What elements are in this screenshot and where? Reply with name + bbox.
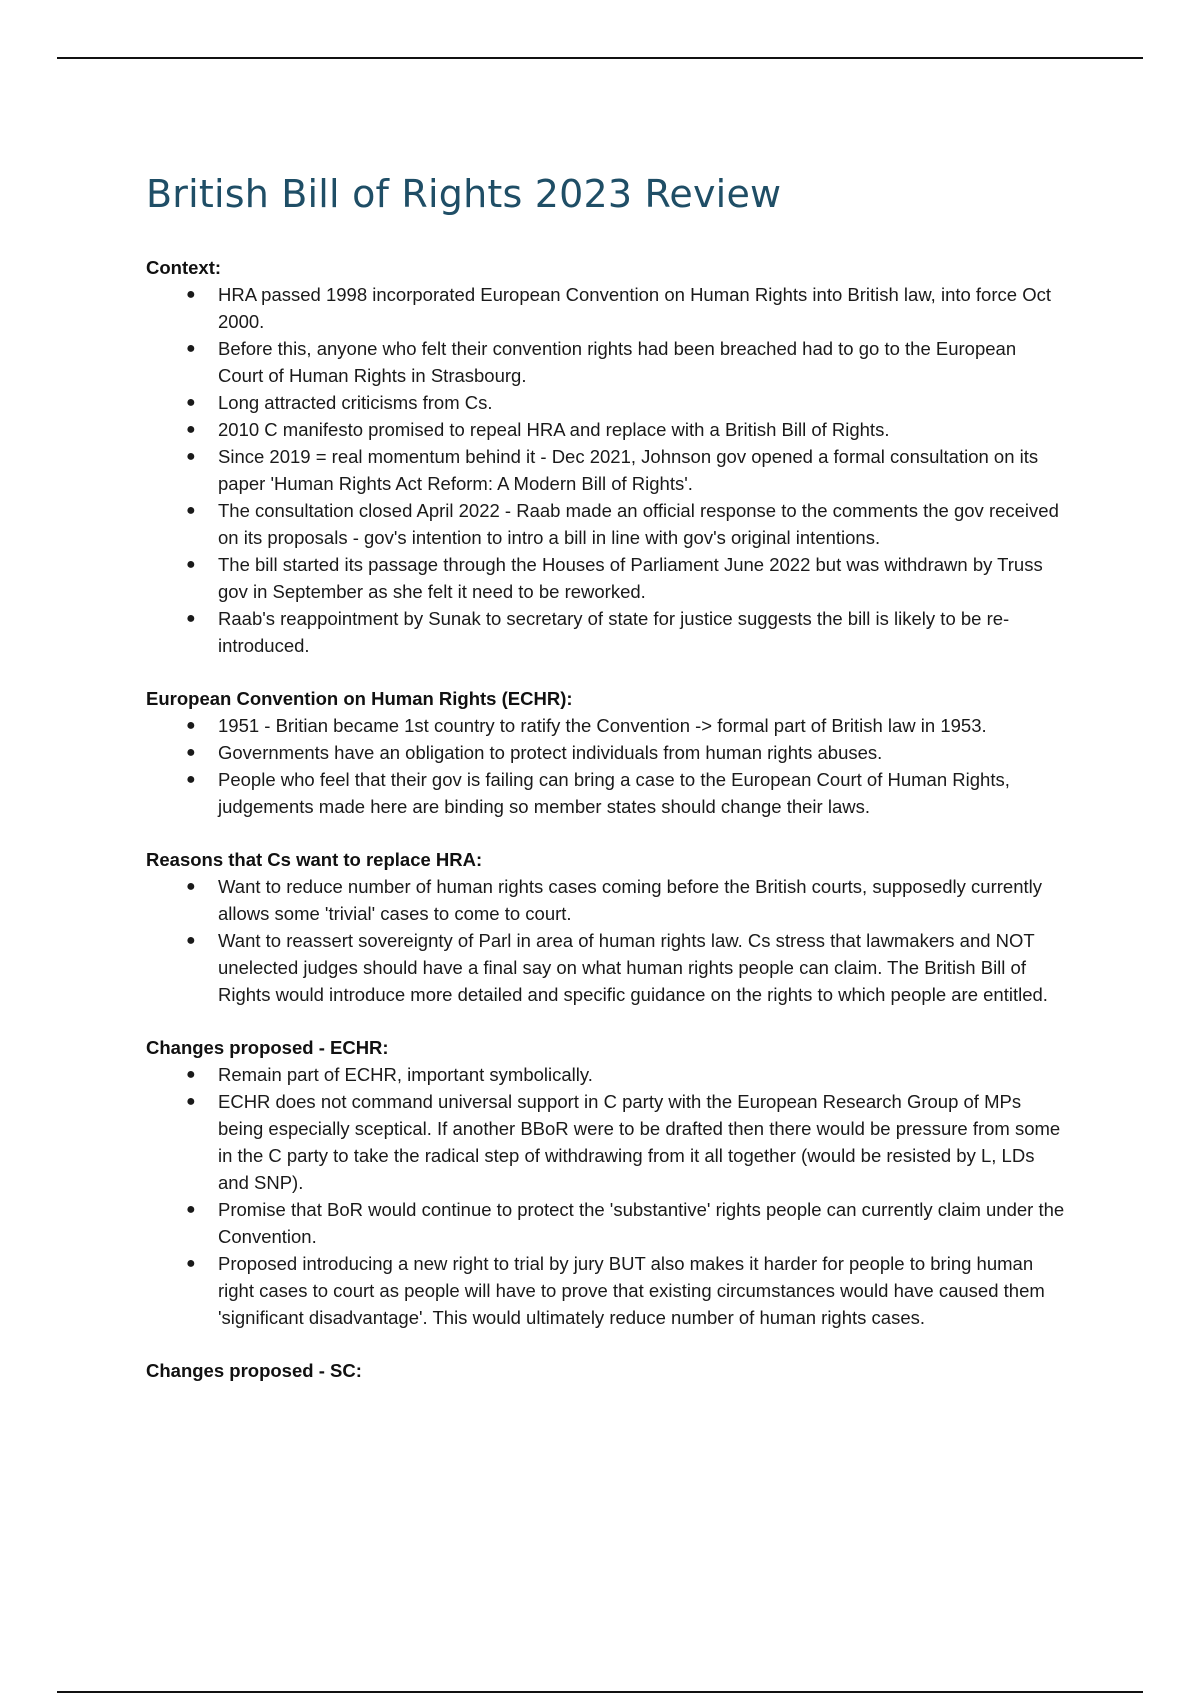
list-item-text: Since 2019 = real momentum behind it - Dec 2021, Johnson gov opened a formal consultation on its paper 'Human Rights Act Reform: A Modern Bill of Rights'. <box>218 446 1039 494</box>
list-item <box>146 605 1066 659</box>
section-heading: European Convention on Human Rights (ECHR): <box>146 688 573 709</box>
list-item-text: Want to reduce number of human rights cases coming before the British courts, supposedly currently allows some 'trivial' cases to come to court. <box>218 876 1042 924</box>
list-item <box>146 712 1066 739</box>
section-changes-echr <box>146 1034 1066 1331</box>
list-item-text: Remain part of ECHR, important symbolically. <box>218 1064 593 1085</box>
bullet-icon: ● <box>186 1093 196 1110</box>
bullet-list <box>146 712 1066 820</box>
bullet-icon: ● <box>186 556 196 573</box>
list-item-text: Raab's reappointment by Sunak to secretary of state for justice suggests the bill is likely to be re-introduced. <box>218 608 1010 656</box>
list-item-text: HRA passed 1998 incorporated European Convention on Human Rights into British law, into force Oct 2000. <box>218 284 1051 332</box>
list-item-text: Want to reassert sovereignty of Parl in area of human rights law. Cs stress that lawmakers and NOT unelected judges should have a final say on what human rights people can claim. The British Bill of Rights would introduce more detailed and specific guidance on the rights to which people are entitled. <box>218 930 1048 1005</box>
section-echr <box>146 685 1066 820</box>
bullet-icon: ● <box>186 1255 196 1272</box>
bullet-icon: ● <box>186 394 196 411</box>
bullet-icon: ● <box>186 717 196 734</box>
bullet-icon: ● <box>186 1201 196 1218</box>
bullet-list <box>146 1061 1066 1331</box>
bullet-icon: ● <box>186 502 196 519</box>
section-heading: Reasons that Cs want to replace HRA: <box>146 849 483 870</box>
list-item <box>146 443 1066 497</box>
list-item <box>146 1250 1066 1331</box>
bullet-icon: ● <box>186 286 196 303</box>
list-item-text: Proposed introducing a new right to trial by jury BUT also makes it harder for people to bring human right cases to court as people will have to prove that existing circumstances would have caused them 'significant disadvantage'. This would ultimately reduce number of human rights cases. <box>218 1253 1045 1328</box>
section-heading: Context: <box>146 257 222 278</box>
list-item <box>146 739 1066 766</box>
section-heading: Changes proposed - SC: <box>146 1360 362 1381</box>
bullet-icon: ● <box>186 932 196 949</box>
document-title: British Bill of Rights 2023 Review <box>146 172 782 216</box>
bullet-icon: ● <box>186 421 196 438</box>
list-item <box>146 416 1066 443</box>
list-item <box>146 551 1066 605</box>
bullet-icon: ● <box>186 878 196 895</box>
list-item <box>146 873 1066 927</box>
list-item <box>146 766 1066 820</box>
section-reasons <box>146 846 1066 1008</box>
section-changes-sc <box>146 1357 1066 1384</box>
bullet-icon: ● <box>186 1066 196 1083</box>
section-context <box>146 254 1066 659</box>
list-item-text: Before this, anyone who felt their convention rights had been breached had to go to the European Court of Human Rights in Strasbourg. <box>218 338 1017 386</box>
bullet-list <box>146 281 1066 659</box>
list-item-text: People who feel that their gov is failing can bring a case to the European Court of Human Rights, judgements made here are binding so member states should change their laws. <box>218 769 1010 817</box>
list-item-text: The consultation closed April 2022 - Raab made an official response to the comments the gov received on its proposals - gov's intention to intro a bill in line with gov's original intentions. <box>218 500 1059 548</box>
bullet-icon: ● <box>186 340 196 357</box>
list-item-text: ECHR does not command universal support in C party with the European Research Group of MPs being especially sceptical. If another BBoR were to be drafted then there would be pressure from some in the C party to take the radical step of withdrawing from it all together (would be resisted by L, LDs and SNP). <box>218 1091 1061 1193</box>
bullet-icon: ● <box>186 771 196 788</box>
list-item <box>146 497 1066 551</box>
bullet-icon: ● <box>186 448 196 465</box>
list-item-text: Promise that BoR would continue to protect the 'substantive' rights people can currently claim under the Convention. <box>218 1199 1065 1247</box>
bullet-icon: ● <box>186 744 196 761</box>
list-item <box>146 1061 1066 1088</box>
list-item-text: 2010 C manifesto promised to repeal HRA and replace with a British Bill of Rights. <box>218 419 890 440</box>
bullet-icon: ● <box>186 610 196 627</box>
list-item-text: Governments have an obligation to protect individuals from human rights abuses. <box>218 742 883 763</box>
document-body <box>146 170 1066 1410</box>
list-item-text: 1951 - Britian became 1st country to ratify the Convention -> formal part of British law in 1953. <box>218 715 987 736</box>
top-rule <box>57 57 1143 59</box>
list-item <box>146 389 1066 416</box>
list-item <box>146 281 1066 335</box>
bullet-list <box>146 873 1066 1008</box>
list-item <box>146 335 1066 389</box>
section-heading: Changes proposed - ECHR: <box>146 1037 389 1058</box>
list-item <box>146 1196 1066 1250</box>
list-item <box>146 927 1066 1008</box>
list-item-text: The bill started its passage through the Houses of Parliament June 2022 but was withdrawn by Truss gov in September as she felt it need to be reworked. <box>218 554 1043 602</box>
bottom-rule <box>57 1691 1143 1693</box>
list-item-text: Long attracted criticisms from Cs. <box>218 392 493 413</box>
list-item <box>146 1088 1066 1196</box>
